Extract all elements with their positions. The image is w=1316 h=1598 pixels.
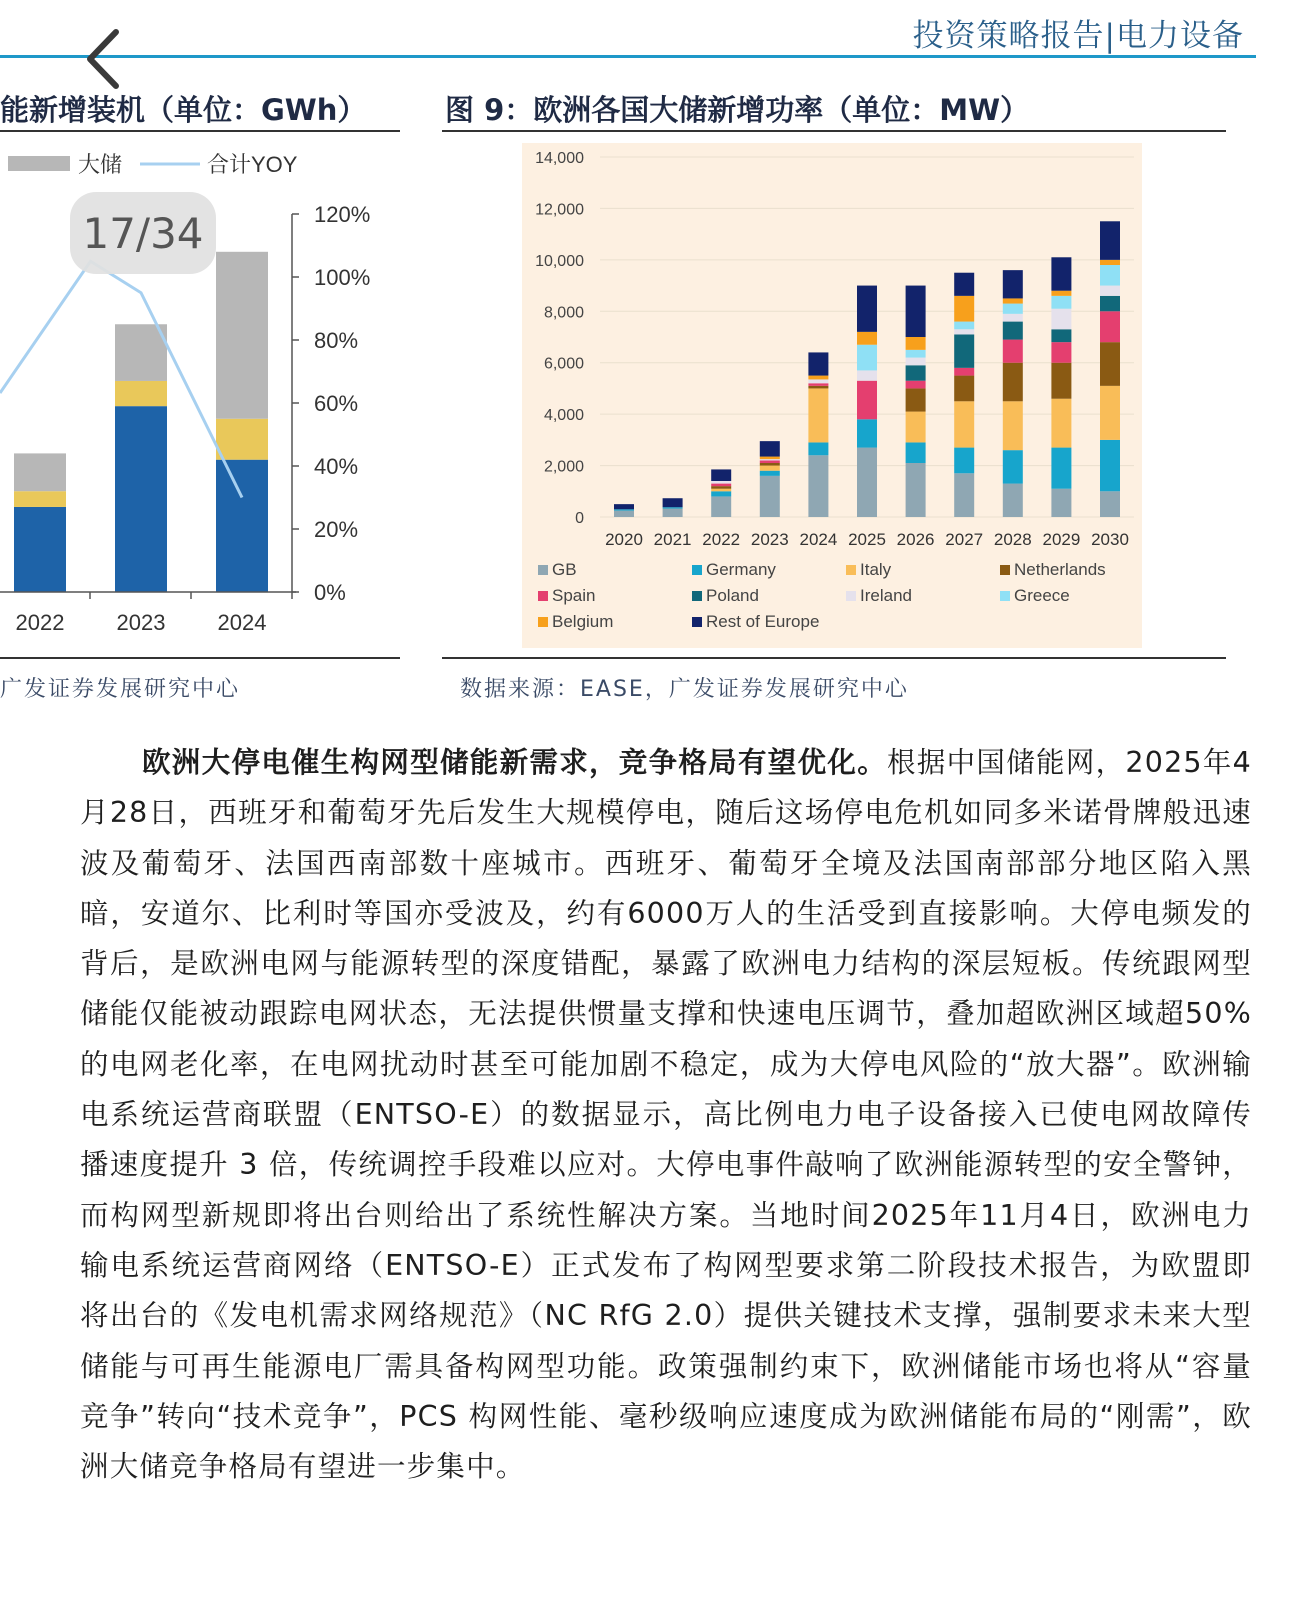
right-bar-2029-Spain [1051,342,1071,363]
right-bar-2026-Germany [906,442,926,463]
right-bar-2028-Italy [1003,401,1023,450]
left-bar-2024-大储 [216,252,268,419]
legend-swatch-Netherlands [1000,565,1010,575]
right-bar-2027-Netherlands [954,376,974,402]
legend-swatch-big-storage [8,156,70,171]
right-bar-2028-Rest-of-Europe [1003,270,1023,298]
left-bar-2022-大储 [14,453,66,491]
left-y2-tick-label: 120% [314,202,371,227]
left-x-tick-label: 2023 [116,610,166,635]
body-bold-lead: 欧洲大停电催生构网型储能新需求，竞争格局有望优化。 [142,746,888,779]
right-bar-2024-Ireland [808,379,828,383]
right-bar-2030-Rest-of-Europe [1100,221,1120,260]
right-y-tick-label: 4,000 [543,407,584,425]
right-bar-2027-Italy [954,401,974,447]
right-bar-2028-Netherlands [1003,363,1023,402]
right-x-tick-label: 2025 [848,530,886,549]
right-bar-2027-Greece [954,322,974,330]
right-bar-2021-Germany [663,507,683,508]
right-bar-2024-Netherlands [808,386,828,389]
right-bar-2026-Belgium [906,337,926,350]
legend-label-Rest-of-Europe: Rest of Europe [706,612,820,631]
right-bar-2021-GB [663,509,683,517]
left-bar-2022-yellow [14,491,66,507]
right-bar-2029-Ireland [1051,309,1071,330]
legend-label-GB: GB [552,560,577,579]
right-bar-2028-Greece [1003,304,1023,314]
right-bar-2025-Belgium [857,332,877,345]
right-bar-2021-Rest-of-Europe [663,498,683,507]
right-bar-2022-Spain [711,484,731,487]
left-bar-2023-yellow [115,381,167,406]
legend-label-Germany: Germany [706,560,776,579]
right-y-tick-label: 2,000 [543,458,584,476]
left-y2-tick-label: 0% [314,580,346,605]
right-bar-2030-GB [1100,491,1120,517]
legend-swatch-Germany [692,565,702,575]
right-bar-2030-Germany [1100,440,1120,491]
right-bar-2028-Germany [1003,450,1023,483]
right-bar-2024-Belgium [808,376,828,380]
right-bar-2028-GB [1003,484,1023,517]
right-figure-top-rule [442,130,1226,132]
right-bar-2026-Rest-of-Europe [906,286,926,337]
legend-swatch-Rest-of-Europe [692,617,702,627]
right-y-tick-label: 6,000 [543,355,584,373]
right-figure-bottom-rule [442,657,1226,659]
legend-label-Greece: Greece [1014,586,1070,605]
header-divider [0,55,1256,58]
right-bar-2027-Poland [954,334,974,367]
right-bar-2023-Ireland [760,459,780,460]
left-y2-tick-label: 40% [314,454,359,479]
right-bar-2030-Italy [1100,386,1120,440]
right-bar-2023-Belgium [760,457,780,460]
right-figure-title: 图 9：欧洲各国大储新增功率（单位：MW） [445,93,1030,127]
body-paragraph [80,738,1252,1492]
right-x-tick-label: 2027 [945,530,984,549]
right-bar-2029-Greece [1051,296,1071,309]
right-bar-2020-Germany [614,509,634,510]
right-bar-2026-Ireland [906,358,926,366]
legend-label-yoy: 合计YOY [207,152,298,177]
left-x-tick-label: 2022 [15,610,65,635]
legend-label-Ireland: Ireland [860,586,912,605]
left-x-tick-label: 2024 [217,610,267,635]
right-bar-2030-Ireland [1100,286,1120,296]
left-bar-2023-blue [115,406,167,592]
right-bar-2020-GB [614,511,634,517]
right-bar-2023-Netherlands [760,463,780,466]
right-bar-2023-GB [760,476,780,517]
right-bar-2023-Spain [760,460,780,463]
right-bar-2027-GB [954,473,974,517]
body-text: 根据中国储能网，2025年4月28日，西班牙和葡萄牙先后发生大规模停电，随后这场停电危机如同多米诺骨牌般迅速波及葡萄牙、法国西南部数十座城市。西班牙、葡萄牙全境及法国南部部分地区陷入黑暗，安道尔、比利时等国亦受波及，约有6000万人的生活受到直接影响。大停电频发的背后，是欧洲电网与能源转型的深度错配，暴露了欧洲电力结构的深层短板。传统跟网型储能仅能被动跟踪电网状态，无法提供惯量支撑和快速电压调节，叠加超欧洲区域超50%的电网老化率，在电网扰动时甚至可能加剧不稳定，成为大停电风险的“放大器”。欧洲输电系统运营商联盟（ENTSO-E）的数据显示，高比例电力电子设备接入已使电网故障传播速度提升 3 倍，传统调控手段难以应对。大停电事件敲响了欧洲能源转型的安全警钟，而构网型新规即将出台则给出了系统性解决方案。当地时间2025年11月4日，欧洲电力输电系统运营商网络（ENTSO-E）正式发布了构网型要求第二阶段技术报告，为欧盟即将出台的《发电机需求网络规范》（NC RfG 2.0）提供关键技术支撑，强制要求未来大型储能与可再生能源电厂需具备构网型功能。政策强制约束下，欧洲储能市场也将从“容量竞争”转向“技术竞争”，PCS 构网性能、毫秒级响应速度成为欧洲储能布局的“刚需”，欧洲大储竞争格局有望进一步集中。 [80,746,1252,1484]
right-chart [522,143,1142,648]
legend-swatch-Ireland [846,591,856,601]
right-x-tick-label: 2021 [653,530,692,549]
left-figure-bottom-rule [0,657,400,659]
right-bar-2024-Italy [808,388,828,442]
right-bar-2026-GB [906,463,926,517]
right-bar-2026-Italy [906,412,926,443]
right-bar-2023-Germany [760,471,780,476]
left-y2-tick-label: 100% [314,265,371,290]
left-y2-tick-label: 60% [314,391,359,416]
right-bar-2025-Greece [857,345,877,371]
left-bar-2022-blue [14,507,66,592]
legend-label-Italy: Italy [860,560,892,579]
left-bar-2024-blue [216,460,268,592]
right-bar-2022-Rest-of-Europe [711,469,731,481]
right-y-tick-label: 12,000 [535,201,584,219]
right-bar-2028-Belgium [1003,298,1023,303]
right-bar-2022-Germany [711,491,731,496]
right-bar-2029-Rest-of-Europe [1051,257,1071,290]
right-y-tick-label: 0 [575,510,584,527]
right-bar-2026-Poland [906,365,926,380]
legend-swatch-Belgium [538,617,548,627]
right-bar-2025-GB [857,448,877,517]
right-bar-2027-Ireland [954,329,974,334]
right-bar-2025-Spain [857,381,877,420]
right-bar-2027-Germany [954,448,974,474]
left-figure-top-rule [0,130,400,132]
left-y2-tick-label: 80% [314,328,359,353]
right-bar-2022-Netherlands [711,486,731,489]
right-y-tick-label: 10,000 [535,252,584,270]
right-bar-2022-GB [711,496,731,517]
right-x-tick-label: 2030 [1091,530,1129,549]
right-bar-2027-Spain [954,368,974,376]
right-y-tick-label: 8,000 [543,304,584,322]
right-bar-2029-Poland [1051,329,1071,342]
legend-label-Poland: Poland [706,586,759,605]
right-bar-2025-Germany [857,419,877,447]
legend-label-Netherlands: Netherlands [1014,560,1106,579]
right-bar-2023-Italy [760,466,780,471]
right-bar-2030-Poland [1100,296,1120,311]
right-bar-2026-Spain [906,381,926,389]
right-x-tick-label: 2020 [605,530,643,549]
legend-swatch-Spain [538,591,548,601]
right-figure-source: 数据来源：EASE，广发证券发展研究中心 [460,677,909,702]
legend-label-Spain: Spain [552,586,596,605]
legend-label-big-storage: 大储 [78,152,123,177]
right-bar-2027-Rest-of-Europe [954,273,974,296]
right-bar-2029-GB [1051,489,1071,517]
legend-swatch-Poland [692,591,702,601]
right-bar-2029-Germany [1051,448,1071,489]
right-x-tick-label: 2028 [993,530,1032,549]
right-bar-2028-Poland [1003,322,1023,340]
right-x-tick-label: 2022 [702,530,741,549]
right-bar-2029-Netherlands [1051,363,1071,399]
left-y2-tick-label: 20% [314,517,359,542]
right-x-tick-label: 2026 [896,530,935,549]
right-x-tick-label: 2024 [799,530,838,549]
legend-label-Belgium: Belgium [552,612,614,631]
right-bar-2030-Spain [1100,311,1120,342]
right-bar-2029-Belgium [1051,291,1071,296]
right-bar-2024-Rest-of-Europe [808,352,828,375]
right-bar-2027-Belgium [954,296,974,322]
right-bar-2026-Netherlands [906,388,926,411]
right-bar-2028-Ireland [1003,314,1023,322]
right-bar-2030-Belgium [1100,260,1120,265]
right-bar-2023-Rest-of-Europe [760,441,780,456]
right-bar-2025-Ireland [857,370,877,380]
legend-swatch-GB [538,565,548,575]
right-bar-2020-Rest-of-Europe [614,504,634,509]
right-bar-2022-Italy [711,489,731,492]
back-arrow-icon[interactable] [84,28,126,90]
right-x-tick-label: 2023 [750,530,789,549]
left-bar-2024-yellow [216,419,268,460]
left-figure-title: 能新增装机（单位：GWh） [0,93,367,127]
legend-swatch-Greece [1000,591,1010,601]
right-bar-2030-Greece [1100,265,1120,286]
right-bar-2024-GB [808,455,828,517]
report-header-title: 投资策略报告|电力设备 [912,18,1244,54]
right-bar-2026-Greece [906,350,926,358]
right-bar-2024-Germany [808,442,828,455]
right-bar-2025-Rest-of-Europe [857,286,877,332]
legend-swatch-Italy [846,565,856,575]
right-bar-2028-Spain [1003,340,1023,363]
right-bar-2029-Italy [1051,399,1071,448]
page-indicator-badge[interactable]: 17/34 [70,192,216,274]
right-bar-2022-Ireland [711,481,731,484]
right-x-tick-label: 2029 [1042,530,1081,549]
right-bar-2030-Netherlands [1100,342,1120,386]
right-bar-2024-Spain [808,383,828,386]
left-figure-source: 广发证券发展研究中心 [0,677,241,702]
right-y-tick-label: 14,000 [535,150,584,167]
